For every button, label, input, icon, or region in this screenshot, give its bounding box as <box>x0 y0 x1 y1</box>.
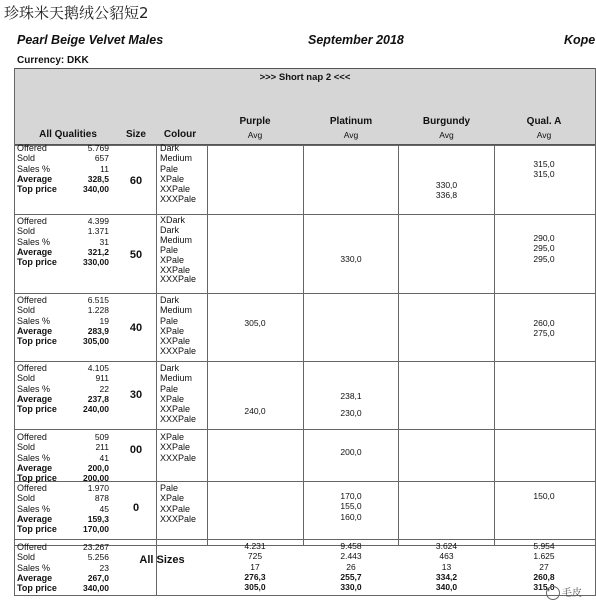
col-burgundy: Burgundy <box>422 116 471 127</box>
totals-stat-values: 23.267 5.256 23 267,0 340,00 <box>83 542 109 594</box>
row-stat-values: 4.105 911 22 237,8 240,00 <box>83 363 109 415</box>
row-size: 00 <box>129 444 143 456</box>
watermark: 毛皮 <box>546 584 582 600</box>
row-size: 30 <box>129 389 143 401</box>
platinum-values: 200,0 <box>340 447 362 457</box>
col-size: Size <box>125 129 146 140</box>
burgundy-values: 330,0 336,8 <box>435 180 458 201</box>
totals-stat-labels: Offered Sold Sales % Average Top price <box>17 542 57 594</box>
col-burgundy-sub: Avg <box>439 130 454 140</box>
row-colours: XDark Dark Medium Pale XPale XXPale XXXPale <box>160 215 197 285</box>
purple-values: 240,0 <box>244 406 266 416</box>
page-title: 珍珠米天鹅绒公貂短2 <box>4 4 149 22</box>
sale-heading: >>> Short nap 2 <<< <box>259 72 351 83</box>
price-table <box>14 68 596 596</box>
row-size: 50 <box>129 249 143 261</box>
row-colours: Dark Medium Pale XPale XXPale XXXPale <box>160 363 197 425</box>
row-size: 0 <box>132 502 140 514</box>
col-quala: Qual. A <box>526 116 562 127</box>
row-colours: XPale XXPale XXXPale <box>160 432 197 463</box>
row-stat-labels: Offered Sold Sales % Average Top price <box>17 483 57 535</box>
row-stat-values: 6.515 1.228 19 283,9 305,00 <box>83 295 109 347</box>
wechat-icon <box>546 586 560 600</box>
row-stat-labels: Offered Sold Sales % Average Top price <box>17 143 57 195</box>
totals-platinum: 9.458 2.443 26 255,7 330,0 <box>340 541 362 593</box>
platinum-values: 238,1 230,0 <box>340 391 362 418</box>
quala-values: 150,0 <box>533 491 555 501</box>
row-colours: Dark Medium Pale XPale XXPale XXXPale <box>160 143 197 205</box>
col-colour: Colour <box>163 129 197 140</box>
col-quala-sub: Avg <box>536 130 552 140</box>
platinum-values: 330,0 <box>340 254 362 264</box>
platinum-values: 170,0 155,0 160,0 <box>340 491 362 522</box>
row-colours: Dark Medium Pale XPale XXPale XXXPale <box>160 295 197 357</box>
quala-values: 290,0 295,0 295,0 <box>533 233 555 264</box>
totals-quala: 5.954 1.625 27 260,8 315,0 <box>533 541 555 593</box>
row-stat-values: 1.970 878 45 159,3 170,00 <box>83 483 109 535</box>
col-purple-sub: Avg <box>247 130 263 140</box>
purple-values: 305,0 <box>244 318 266 328</box>
row-stat-labels: Offered Sold Sales % Average Top price <box>17 295 57 347</box>
row-stat-labels: Offered Sold Sales % Average Top price <box>17 432 57 484</box>
totals-burgundy: 3.624 463 13 334,2 340,0 <box>435 541 458 593</box>
row-stat-values: 5.769 657 11 328,5 340,00 <box>83 143 109 195</box>
row-colours: Pale XPale XXPale XXXPale <box>160 483 197 524</box>
totals-purple: 4.231 725 17 276,3 305,0 <box>244 541 266 593</box>
col-platinum-sub: Avg <box>343 130 359 140</box>
row-stat-labels: Offered Sold Sales % Average Top price <box>17 363 57 415</box>
collection-name: Pearl Beige Velvet Males <box>17 33 164 47</box>
totals-label: All Sizes <box>139 554 185 566</box>
row-stat-values: 4.399 1.371 31 321,2 330,00 <box>83 216 109 268</box>
quala-values: 315,0 315,0 <box>533 159 555 180</box>
report-date: September 2018 <box>308 33 404 47</box>
col-platinum: Platinum <box>329 116 373 127</box>
quala-values: 260,0 275,0 <box>533 318 555 339</box>
currency-label: Currency: DKK <box>17 55 89 66</box>
row-size: 60 <box>129 175 143 187</box>
row-stat-labels: Offered Sold Sales % Average Top price <box>17 216 57 268</box>
col-purple: Purple <box>239 116 271 127</box>
row-stat-values: 509 211 41 200,0 200,00 <box>83 432 109 484</box>
col-all-qualities: All Qualities <box>39 129 97 140</box>
auction-house: Kope <box>564 33 596 47</box>
row-size: 40 <box>129 322 143 334</box>
